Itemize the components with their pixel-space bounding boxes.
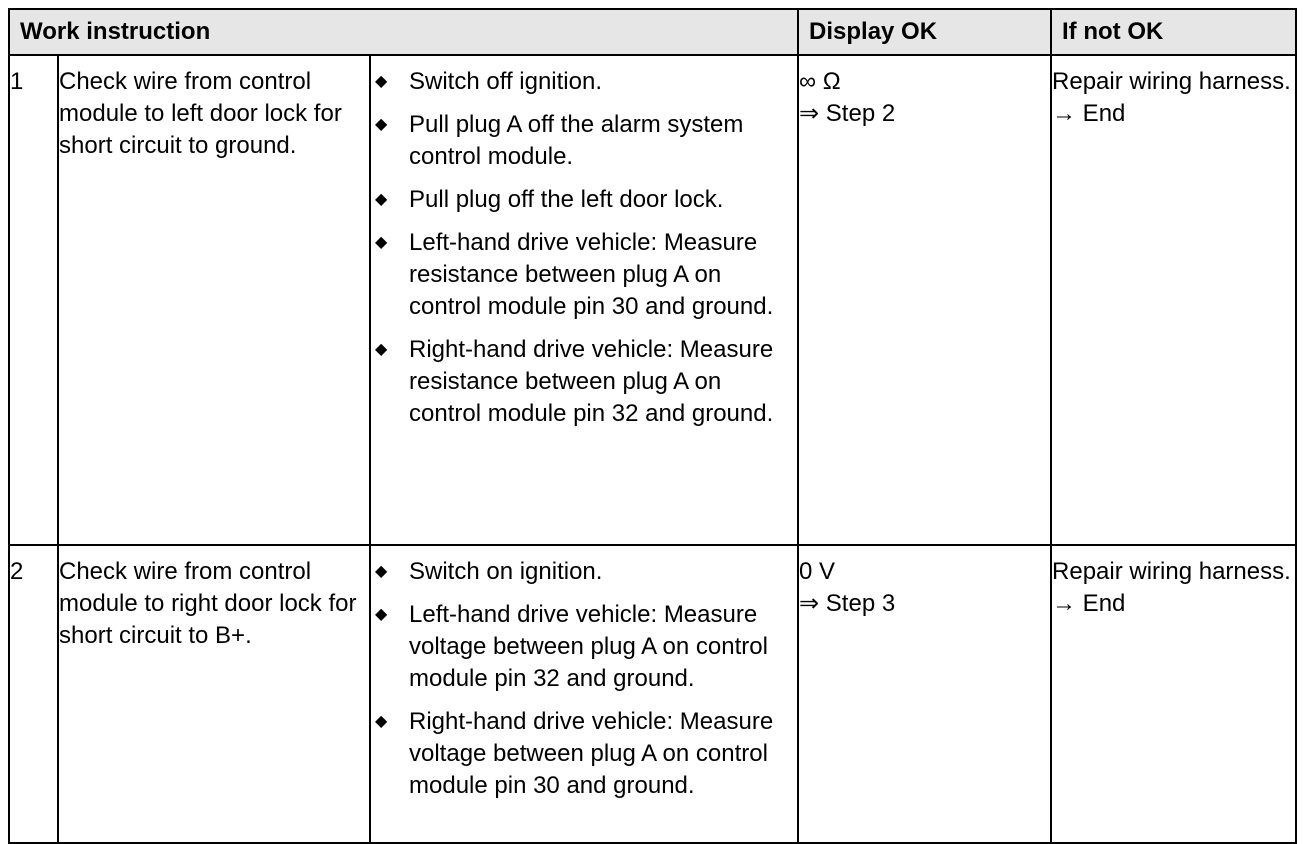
action-list xyxy=(371,556,797,802)
action-text: Pull plug A off the alarm system control module. xyxy=(409,111,744,170)
list-item xyxy=(371,66,797,98)
repair-action: Repair wiring harness. xyxy=(1052,558,1291,585)
header-row xyxy=(9,9,1296,55)
action-text: Switch off ignition. xyxy=(409,68,602,95)
list-item xyxy=(371,184,797,216)
diamond-bullet-icon: ◆ xyxy=(375,713,388,730)
work-instruction-table xyxy=(8,8,1297,844)
diamond-bullet-icon: ◆ xyxy=(375,191,388,208)
step-number: 2 xyxy=(9,545,58,843)
header-if-not-ok: If not OK xyxy=(1051,9,1296,55)
list-item xyxy=(371,706,797,802)
action-list-cell xyxy=(370,55,798,545)
end-marker: → End xyxy=(1052,590,1126,617)
list-item xyxy=(371,599,797,695)
header-work-instruction: Work instruction xyxy=(9,9,798,55)
diamond-bullet-icon: ◆ xyxy=(375,73,388,90)
if-not-ok-cell xyxy=(1051,55,1296,545)
display-ok-cell xyxy=(798,55,1051,545)
repair-action: Repair wiring harness. xyxy=(1052,68,1291,95)
list-item xyxy=(371,109,797,173)
action-text: Pull plug off the left door lock. xyxy=(409,186,724,213)
display-ok-cell xyxy=(798,545,1051,843)
action-text: Left-hand drive vehicle: Measure voltage between plug A on control module pin 32 and ground. xyxy=(409,601,768,692)
action-text: Right-hand drive vehicle: Measure resistance between plug A on control module pin 32 and ground. xyxy=(409,336,774,427)
table-row xyxy=(9,55,1296,545)
action-text: Switch on ignition. xyxy=(409,558,603,585)
list-item xyxy=(371,227,797,323)
table-row xyxy=(9,545,1296,843)
diamond-bullet-icon: ◆ xyxy=(375,116,388,133)
expected-value: ∞ Ω xyxy=(799,68,841,95)
header-display-ok: Display OK xyxy=(798,9,1051,55)
step-number: 1 xyxy=(9,55,58,545)
list-item xyxy=(371,334,797,430)
action-list-cell xyxy=(370,545,798,843)
task-description: Check wire from control module to left door lock for short circuit to ground. xyxy=(58,55,370,545)
end-marker: → End xyxy=(1052,100,1126,127)
task-description: Check wire from control module to right door lock for short circuit to B+. xyxy=(58,545,370,843)
next-step: ⇒ Step 3 xyxy=(799,590,896,617)
diamond-bullet-icon: ◆ xyxy=(375,606,388,623)
expected-value: 0 V xyxy=(799,558,836,585)
next-step: ⇒ Step 2 xyxy=(799,100,896,127)
diamond-bullet-icon: ◆ xyxy=(375,341,388,358)
if-not-ok-cell xyxy=(1051,545,1296,843)
list-item xyxy=(371,556,797,588)
action-text: Left-hand drive vehicle: Measure resistance between plug A on control module pin 30 and ground. xyxy=(409,229,774,320)
diamond-bullet-icon: ◆ xyxy=(375,563,388,580)
action-text: Right-hand drive vehicle: Measure voltage between plug A on control module pin 30 and ground. xyxy=(409,708,774,799)
diamond-bullet-icon: ◆ xyxy=(375,234,388,251)
action-list xyxy=(371,66,797,430)
